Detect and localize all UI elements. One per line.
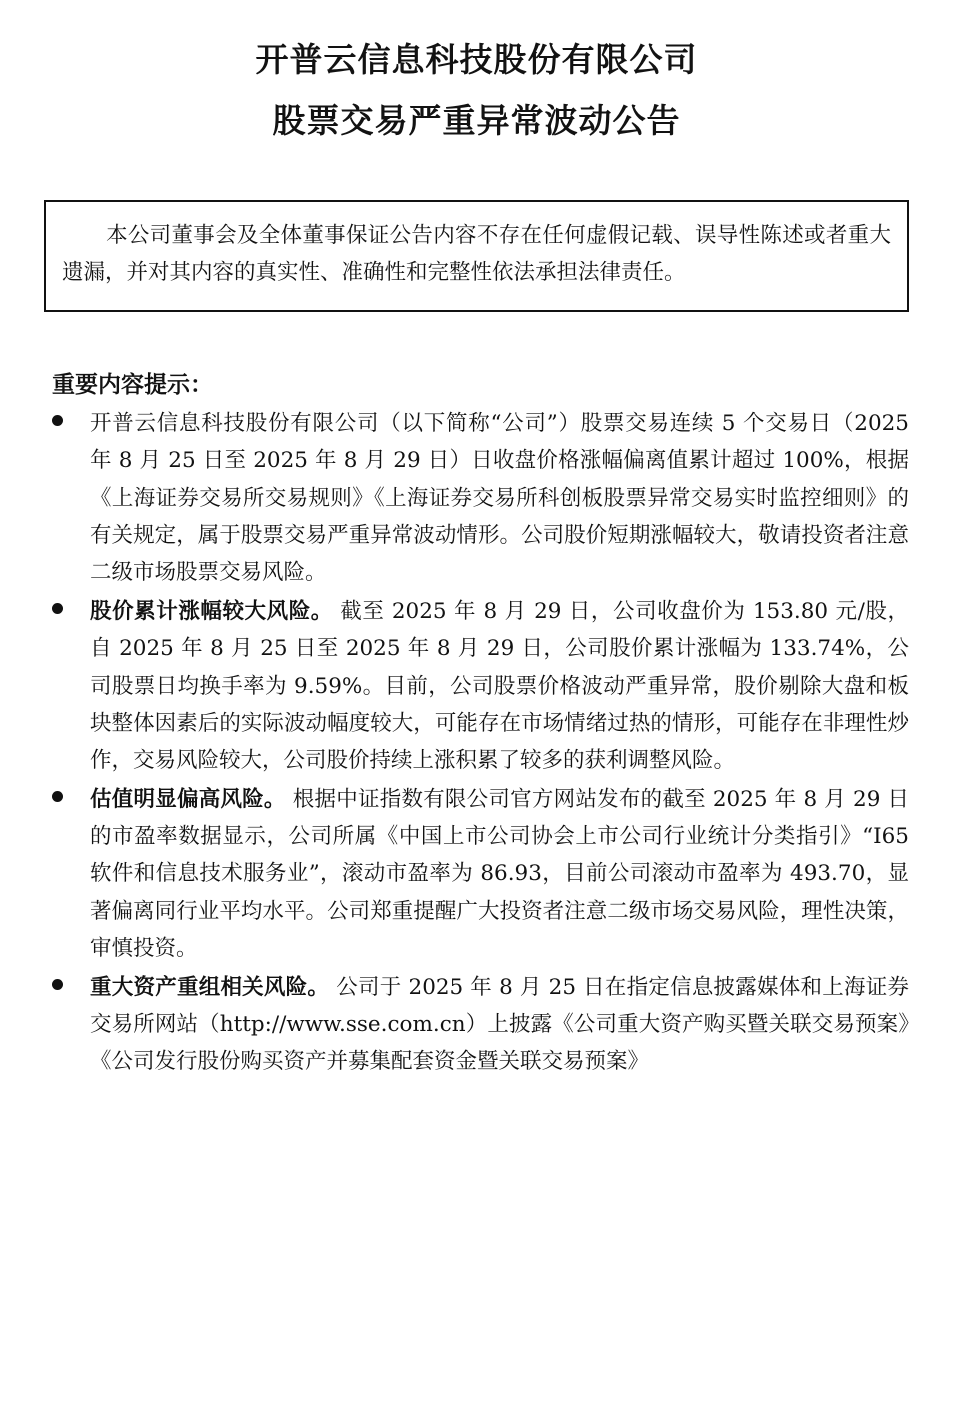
bullet-dot-icon xyxy=(52,603,63,614)
page-title-line1: 开普云信息科技股份有限公司 xyxy=(255,40,698,79)
page-title-line2: 股票交易严重异常波动公告 xyxy=(272,101,681,141)
list-item xyxy=(44,593,909,779)
list-item-lead: 股价累计涨幅较大风险。 xyxy=(90,599,333,625)
list-item-text: 根据中证指数有限公司官方网站发布的截至 2025 年 8 月 29 日的市盈率数据显示，公司所属《中国上市公司协会上市公司行业统计分类指引》“I65 软件和信息技术服务业”，滚动市盈率为 86.93，目前公司滚动市盈率为 493.70，显著偏离同行业平均水平。公司郑重提醒广大投资者注意二级市场交易风险，理性决策，审慎投资。 xyxy=(90,787,909,961)
important-notice-list xyxy=(44,405,909,1080)
section-heading-important-notice: 重要内容提示： xyxy=(52,371,213,399)
bullet-dot-icon xyxy=(52,791,63,802)
responsibility-statement-text: 本公司董事会及全体董事保证公告内容不存在任何虚假记载、误导性陈述或者重大遗漏，并对其内容的真实性、准确性和完整性依法承担法律责任。 xyxy=(62,223,891,286)
list-item-text: 截至 2025 年 8 月 29 日，公司收盘价为 153.80 元/股，自 2025 年 8 月 25 日至 2025 年 8 月 29 日，公司股价累计涨幅为 133.74%，公司股票日均换手率为 9.59%。目前，公司股票价格波动严重异常，股价剔除大盘和板块整体因素后的实际波动幅度较大，可能存在市场情绪过热的情形，可能存在非理性炒作，交易风险较大，公司股价持续上涨积累了较多的获利调整风险。 xyxy=(90,599,909,773)
list-item xyxy=(44,969,909,1081)
responsibility-statement-box xyxy=(44,200,909,312)
list-item-text: 公司于 2025 年 8 月 25 日在指定信息披露媒体和上海证券交易所网站（http://www.sse.com.cn）上披露《公司重大资产购买暨关联交易预案》《公司发行股份购买资产并募集配套资金暨关联交易预案》 xyxy=(90,975,909,1075)
bullet-dot-icon xyxy=(52,979,63,990)
list-item-lead: 重大资产重组相关风险。 xyxy=(90,975,330,1001)
list-item xyxy=(44,405,909,591)
list-item-lead: 估值明显偏高风险。 xyxy=(90,787,286,813)
list-item xyxy=(44,781,909,967)
list-item-text: 开普云信息科技股份有限公司（以下简称“公司”）股票交易连续 5 个交易日（2025 年 8 月 25 日至 2025 年 8 月 29 日）日收盘价格涨幅偏离值累计超过 100%，根据《上海证券交易所交易规则》《上海证券交易所科创板股票异常交易实时监控细则》的有关规定，属于股票交易严重异常波动情形。公司股价短期涨幅较大，敬请投资者注意二级市场股票交易风险。 xyxy=(90,411,909,585)
bullet-dot-icon xyxy=(52,415,63,426)
